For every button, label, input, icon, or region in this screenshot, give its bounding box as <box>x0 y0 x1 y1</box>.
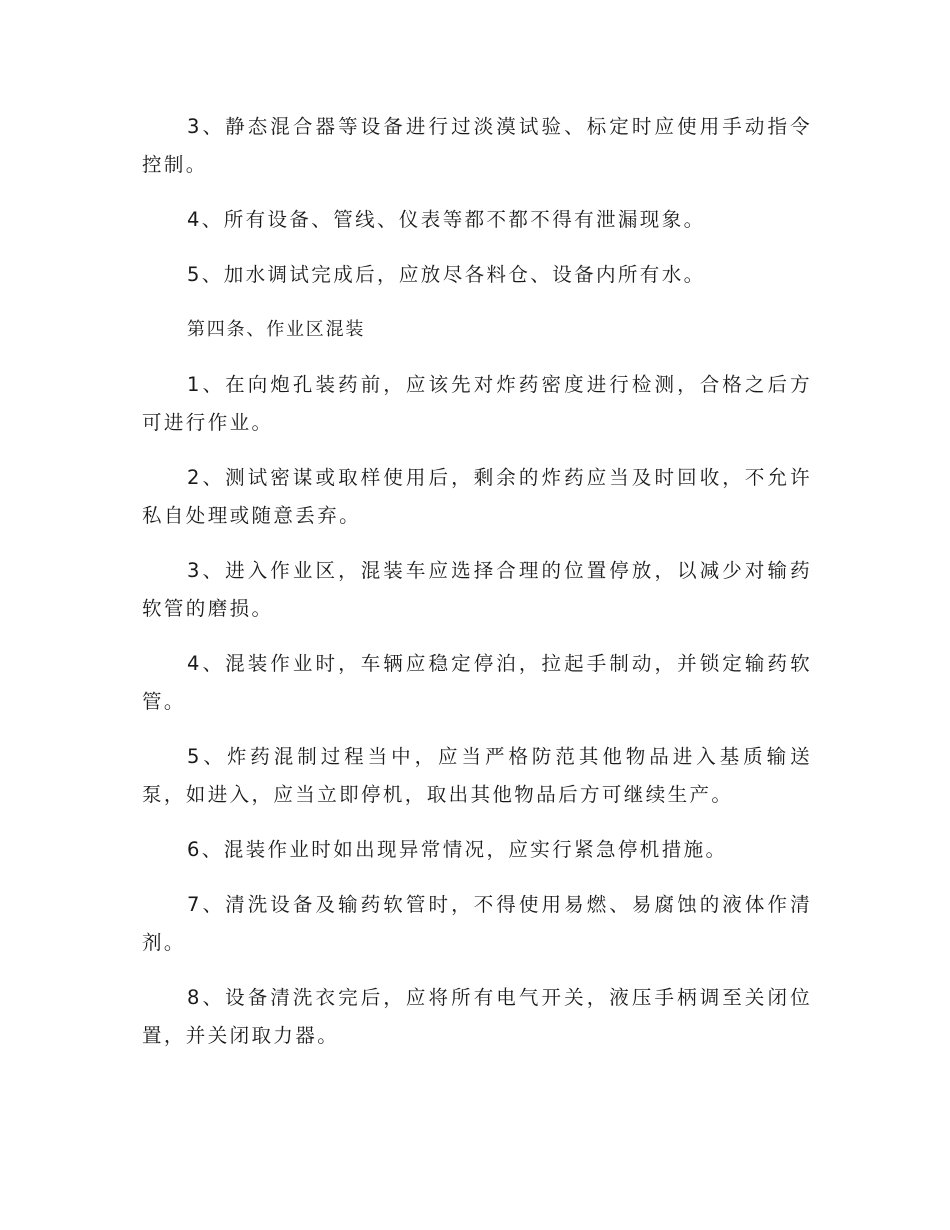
document-body <box>142 108 812 1072</box>
paragraph-item-1-density-check: 1、在向炮孔装药前，应该先对炸药密度进行检测，合格之后方可进行作业。 <box>142 373 812 434</box>
paragraph-item-4-handbrake: 4、混装作业时，车辆应稳定停泊，拉起手制动，并锁定输药软管。 <box>142 652 812 713</box>
paragraph-item-5-foreign-objects: 5、炸药混制过程当中，应当严格防范其他物品进入基质输送泵，如进入，应当立即停机，取出其他物品后方可继续生产。 <box>142 745 812 806</box>
paragraph-item-7-cleaning-agent: 7、清洗设备及输药软管时，不得使用易燃、易腐蚀的液体作清剂。 <box>142 893 812 954</box>
paragraph-item-3-static-mixer: 3、静态混合器等设备进行过淡漠试验、标定时应使用手动指令控制。 <box>142 115 812 176</box>
paragraph-item-4-no-leakage: 4、所有设备、管线、仪表等都不都不得有泄漏现象。 <box>187 208 706 231</box>
paragraph-item-6-emergency-stop: 6、混装作业时如出现异常情况，应实行紧急停机措施。 <box>187 838 728 861</box>
paragraph-item-3-parking: 3、进入作业区，混装车应选择合理的位置停放，以减少对输药软管的磨损。 <box>142 559 812 620</box>
paragraph-item-5-drain-water: 5、加水调试完成后，应放尽各料仓、设备内所有水。 <box>187 263 706 286</box>
paragraph-item-8-shutdown: 8、设备清洗衣完后，应将所有电气开关，液压手柄调至关闭位置，并关闭取力器。 <box>142 986 812 1047</box>
paragraph-item-2-recover-explosive: 2、测试密谋或取样使用后，剩余的炸药应当及时回收，不允许私自处理或随意丢弃。 <box>142 466 812 527</box>
section-heading-article-4: 第四条、作业区混装 <box>187 319 366 340</box>
